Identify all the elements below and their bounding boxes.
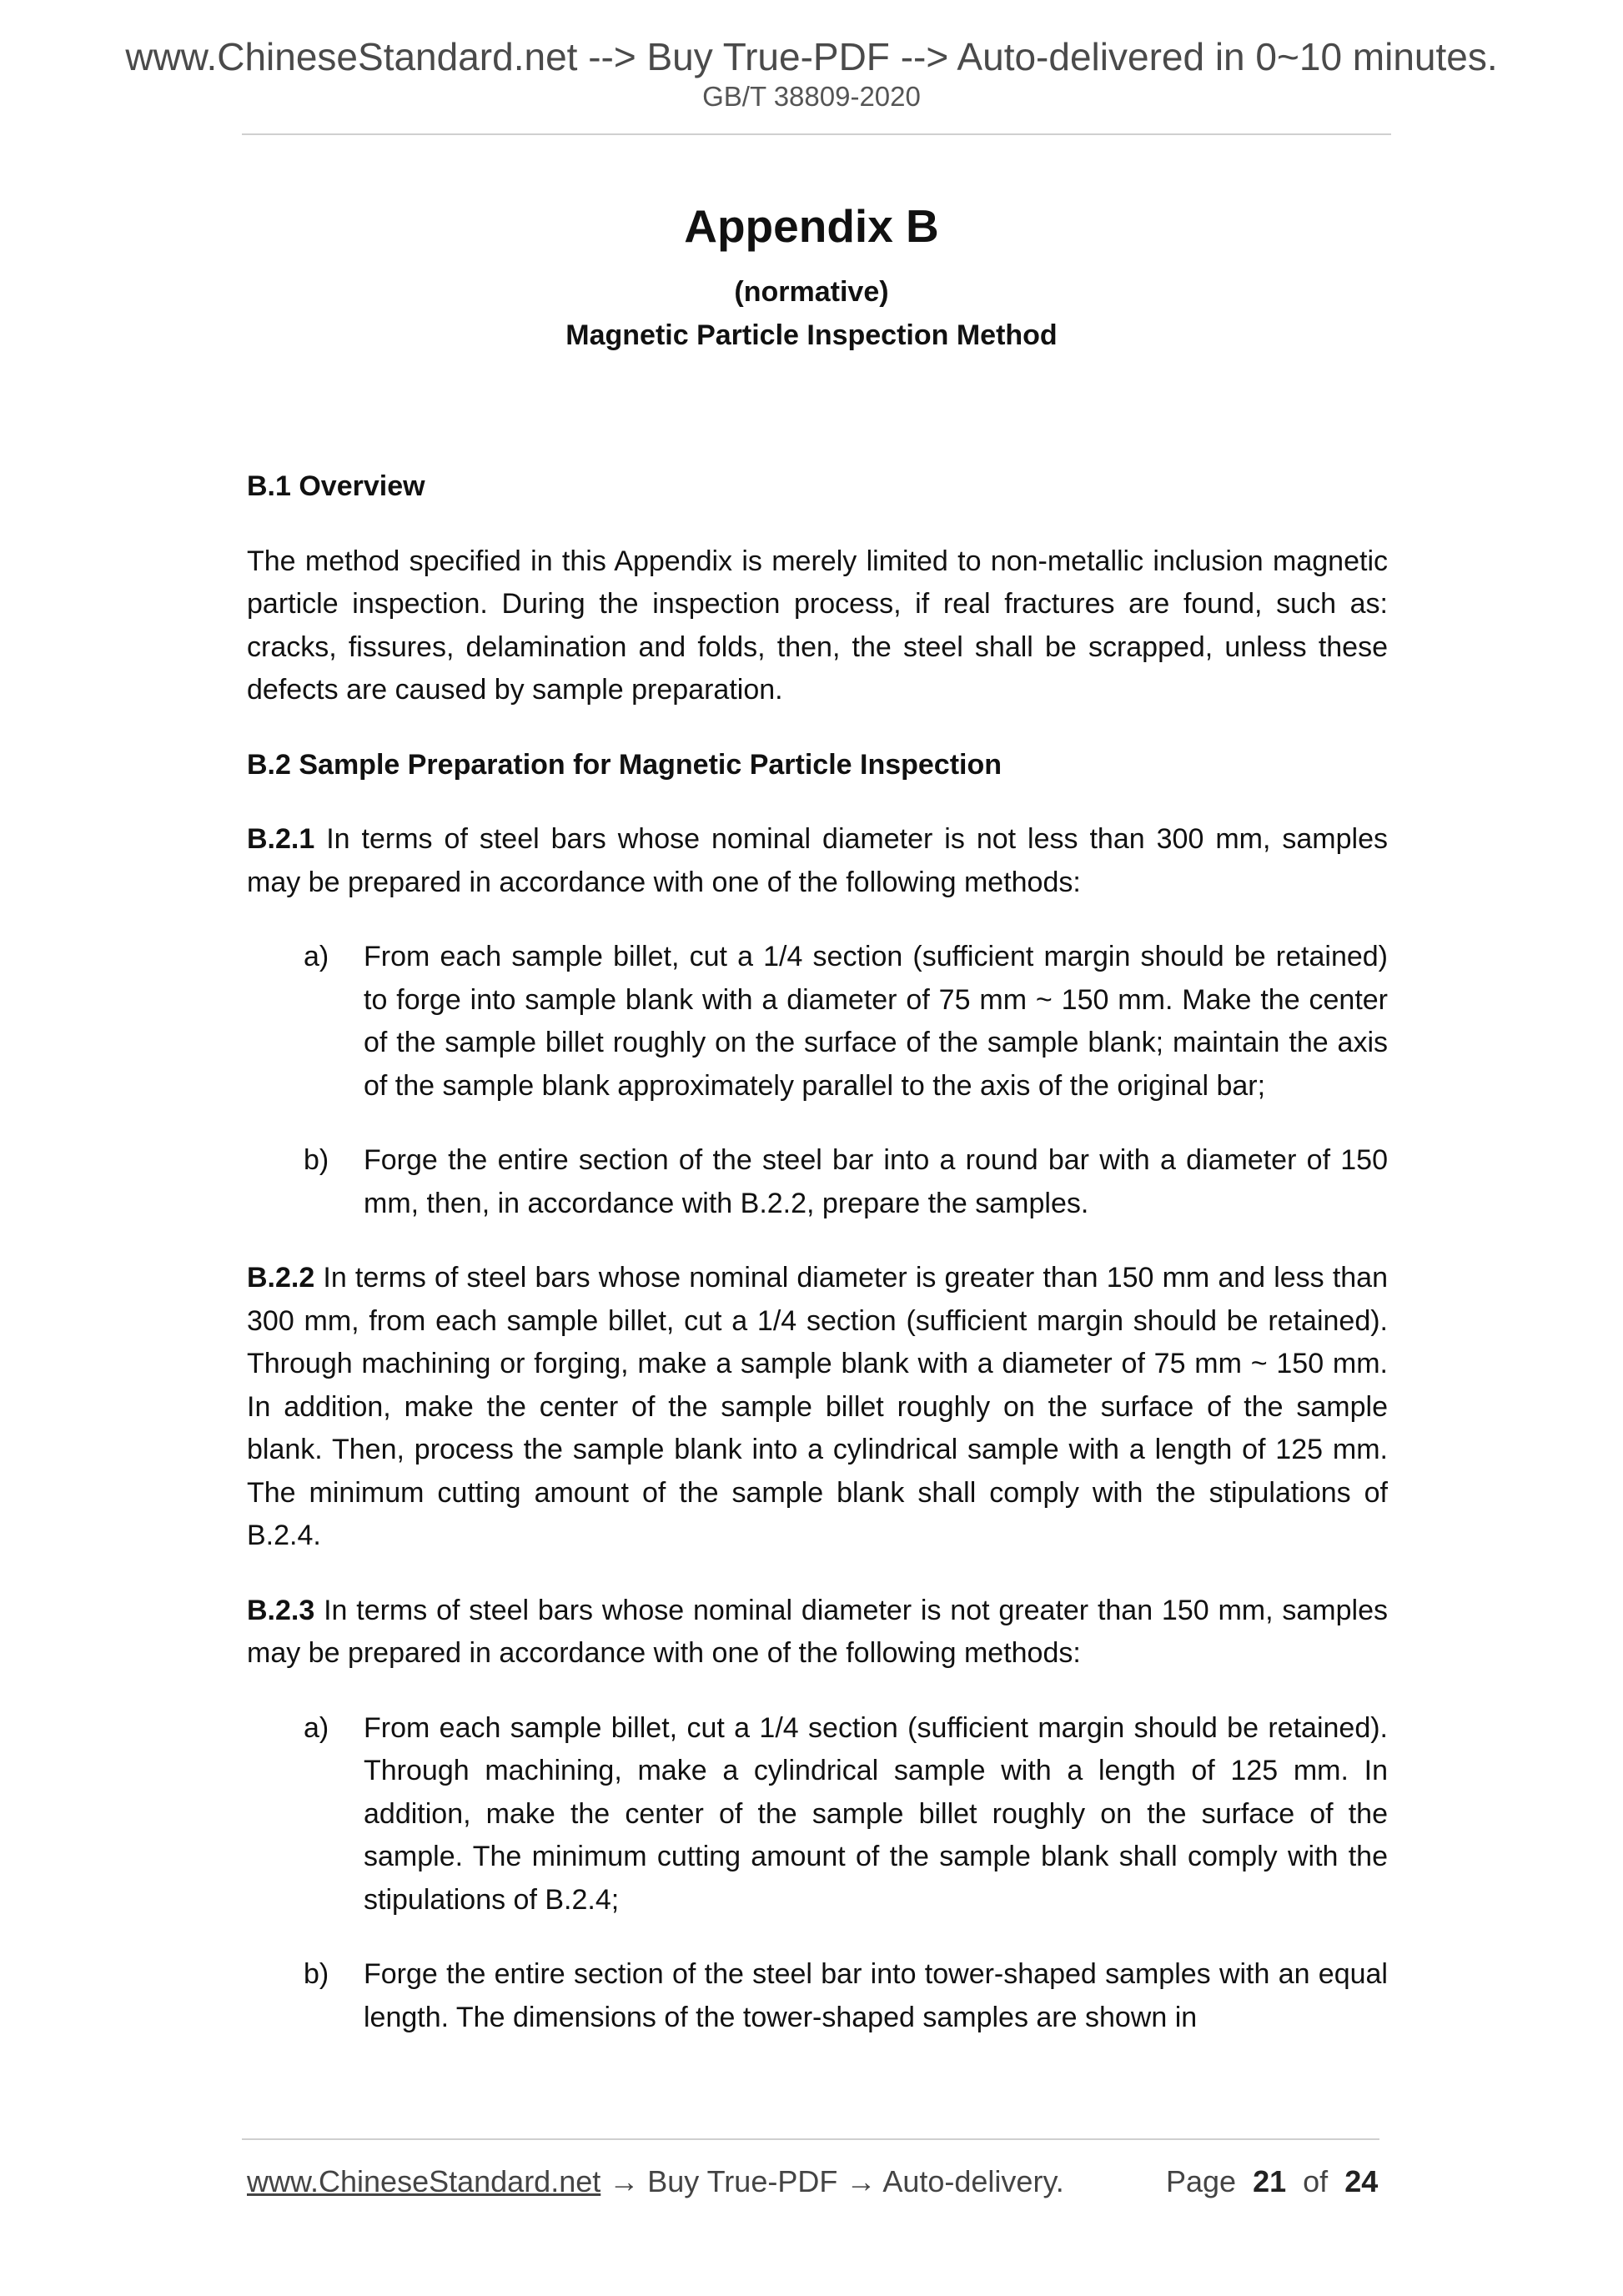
paragraph-b22 [247, 1257, 1388, 1558]
appendix-normative: (normative) [734, 276, 889, 308]
document-body [247, 465, 1388, 2071]
of-word: of [1303, 2164, 1329, 2198]
list-label: b) [304, 1958, 329, 1990]
header-banner: www.ChineseStandard.net --> Buy True-PDF --> Auto-delivered in 0~10 minutes. [125, 35, 1498, 78]
standard-code: GB/T 38809-2020 [702, 81, 921, 112]
list-item-b21-b [247, 1139, 1388, 1225]
section-heading-b1: B.1 Overview [247, 470, 425, 502]
page-total: 24 [1344, 2164, 1379, 2198]
page-word: Page [1166, 2164, 1237, 2198]
list-item-b21-a [247, 936, 1388, 1108]
clause-label-b21: B.2.1 [247, 823, 315, 855]
section-heading-b2: B.2 Sample Preparation for Magnetic Particle Inspection [247, 748, 1002, 781]
paragraph-b1: The method specified in this Appendix is merely limited to non-metallic inclusion magnetic particle inspection. During the inspection process, if real fractures are found, such as: cracks, fissures, delamination and folds, then, the steel shall be scrapped, unless these defects are caused by sample preparation. [247, 545, 1388, 706]
page-current: 21 [1253, 2164, 1287, 2198]
header-divider [242, 133, 1391, 135]
list-label: a) [304, 941, 329, 972]
clause-text-b21: In terms of steel bars whose nominal diameter is not less than 300 mm, samples may be prepared in accordance with one of the following methods: [247, 823, 1388, 898]
footer-promo [247, 2162, 1064, 2202]
list-text: From each sample billet, cut a 1/4 section (sufficient margin should be retained). Through machining, make a cylindrical sample with a length of 125 mm. In addition, make the center of the sample billet roughly on the surface of the sample. The minimum cutting amount of the sample blank shall comply with the stipulations of B.2.4; [364, 1711, 1388, 1916]
list-text: Forge the entire section of the steel bar into tower-shaped samples with an equal length. The dimensions of the tower-shaped samples are shown in [364, 1958, 1388, 2033]
footer-auto-text: Auto-delivery. [876, 2164, 1064, 2198]
footer-link[interactable]: www.ChineseStandard.net [247, 2164, 601, 2198]
list-label: a) [304, 1711, 329, 1744]
arrow-icon: → [609, 2164, 640, 2198]
clause-text-b22: In terms of steel bars whose nominal diameter is greater than 150 mm and less than 300 mm, from each sample billet, cut a 1/4 section (sufficient margin should be retained). Through machining or forging, make a sample blank with a diameter of 75 mm ~ 150 mm. In addition, make the center of the sample billet roughly on the surface of the sample blank. Then, process the sample blank into a cylindrical sample with a length of 125 mm. The minimum cutting amount of the sample blank shall comply with the stipulations of B.2.4. [247, 1262, 1388, 1551]
list-text: Forge the entire section of the steel bar into a round bar with a diameter of 150 mm, then, in accordance with B.2.2, prepare the samples. [364, 1144, 1388, 1219]
page-number [1166, 2162, 1378, 2202]
clause-text-b23: In terms of steel bars whose nominal diameter is not greater than 150 mm, samples may be prepared in accordance with one of the following methods: [247, 1594, 1388, 1669]
paragraph-b21 [247, 818, 1388, 904]
paragraph-b23 [247, 1590, 1388, 1676]
clause-label-b23: B.2.3 [247, 1594, 315, 1626]
list-label: b) [304, 1144, 329, 1176]
list-text: From each sample billet, cut a 1/4 section (sufficient margin should be retained) to forge into sample blank with a diameter of 75 mm ~ 150 mm. Make the center of the sample billet roughly on the surface of the sample blank; maintain the axis of the sample blank approximately parallel to the axis of the original bar; [364, 941, 1388, 1102]
arrow-icon: → [846, 2164, 877, 2198]
clause-label-b22: B.2.2 [247, 1262, 315, 1294]
footer-buy-text: Buy True-PDF [639, 2164, 847, 2198]
list-item-b23-b [247, 1953, 1388, 2039]
list-item-b23-a [247, 1707, 1388, 1922]
footer-divider [242, 2138, 1379, 2140]
appendix-title: Appendix B [684, 200, 939, 252]
appendix-subtitle: Magnetic Particle Inspection Method [565, 319, 1058, 351]
